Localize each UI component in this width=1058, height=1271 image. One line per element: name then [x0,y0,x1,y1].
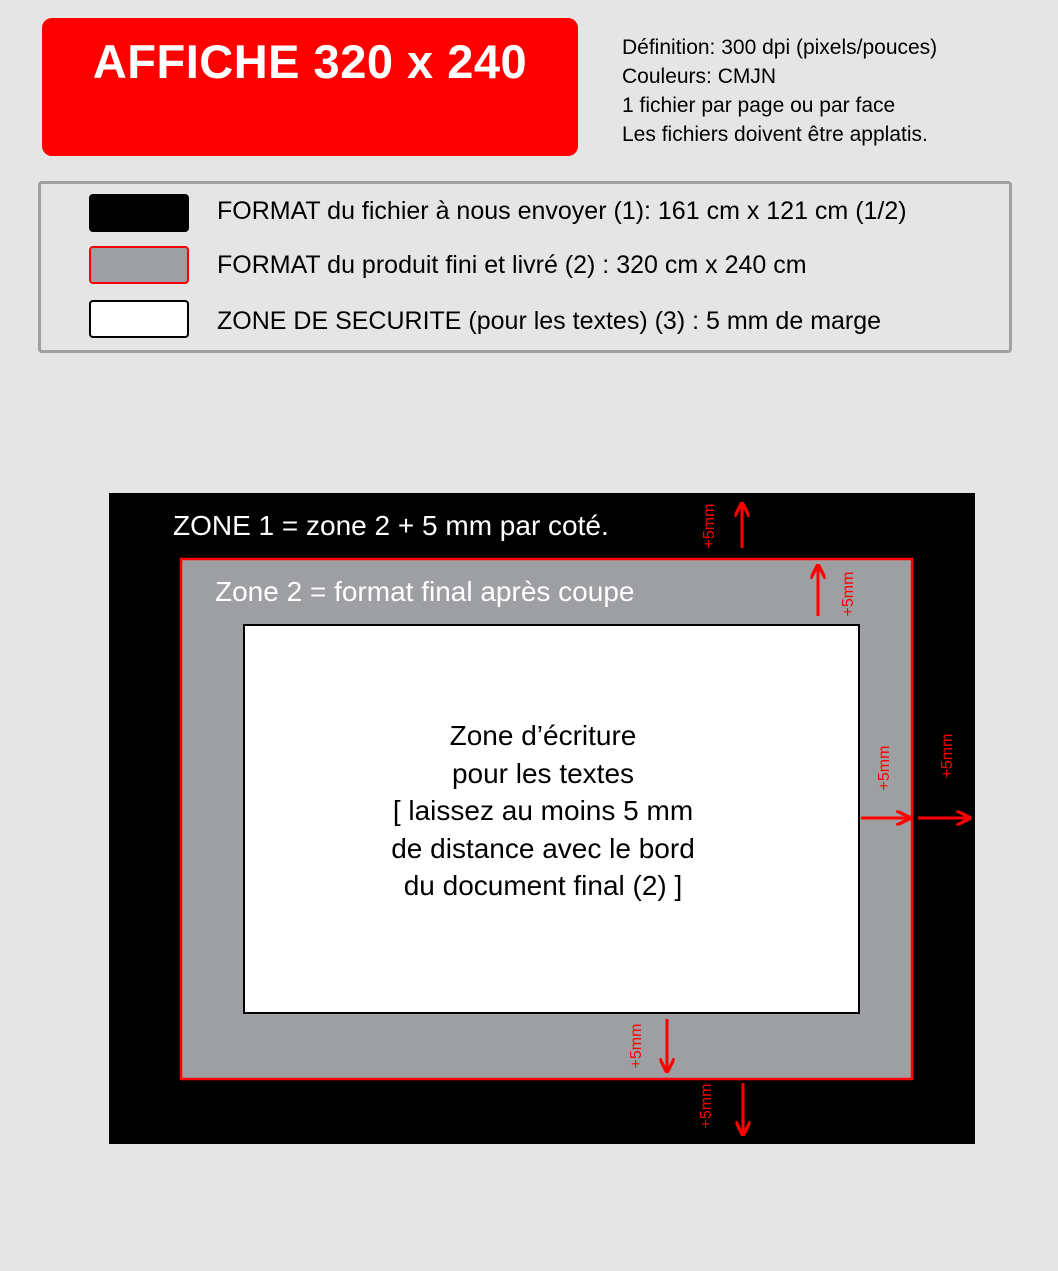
writing-line-2: pour les textes [451,758,635,789]
margin-label-right-zone1: +5mm [939,733,956,779]
writing-line-4: de distance avec le bord [391,833,695,864]
margin-label-bottom-zone1: +5mm [698,1083,715,1129]
spec-colors: Couleurs: CMJN [622,65,777,88]
legend-label-zone2: FORMAT du produit fini et livré (2) : 320 cm x 240 cm [217,251,807,279]
margin-label-top-zone2: +5mm [840,571,857,617]
spec-flatten: Les fichiers doivent être applatis. [622,123,928,146]
spec-resolution: Définition: 300 dpi (pixels/pouces) [622,36,938,59]
margin-label-right-zone2: +5mm [876,745,893,791]
legend-label-zone3: ZONE DE SECURITE (pour les textes) (3) : 5 mm de marge [217,307,882,335]
page-title: AFFICHE 320 x 240 [92,35,528,88]
margin-label-top-zone1: +5mm [701,503,718,549]
zone1-label: ZONE 1 = zone 2 + 5 mm par coté. [173,510,609,541]
writing-line-1: Zone d’écriture [449,720,637,751]
legend-label-zone1: FORMAT du fichier à nous envoyer (1): 161 cm x 121 cm (1/2) [217,197,907,225]
margin-label-bottom-zone2: +5mm [628,1023,645,1069]
writing-line-5: du document final (2) ] [403,870,683,901]
writing-line-3: [ laissez au moins 5 mm [392,795,694,826]
spec-files: 1 fichier par page ou par face [622,94,896,117]
zone2-label: Zone 2 = format final après coupe [215,576,635,607]
